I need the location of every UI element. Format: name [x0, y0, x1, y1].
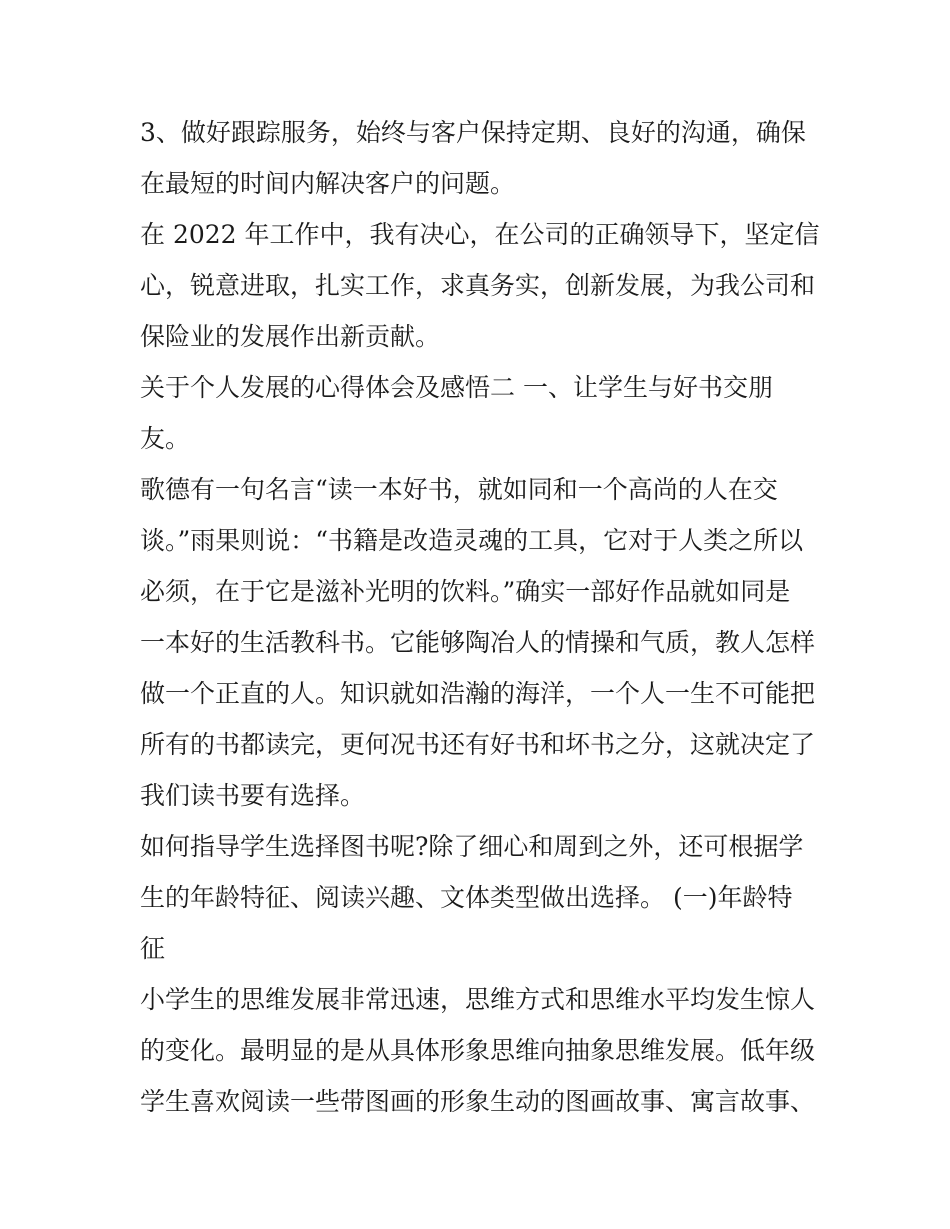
text-line: 学生喜欢阅读一些带图画的形象生动的图画故事、寓言故事、: [140, 1087, 816, 1116]
text-line: 生的年龄特征、阅读兴趣、文体类型做出选择。 (一)年龄特: [140, 883, 793, 912]
section-heading-line: 关于个人发展的心得体会及感悟二 一、让学生与好书交朋: [140, 373, 773, 402]
text-line: 保险业的发展作出新贡献。: [140, 322, 441, 351]
text-line: 3、做好跟踪服务，始终与客户保持定期、良好的沟通，确保: [140, 118, 806, 147]
text-line: 一本好的生活教科书。它能够陶冶人的情操和气质，教人怎样: [140, 628, 816, 657]
text-line: 谈。”雨果则说：“书籍是改造灵魂的工具，它对于人类之所以: [140, 526, 804, 555]
text-line: 如何指导学生选择图书呢?除了细心和周到之外，还可根据学: [140, 832, 804, 861]
text-line: 征: [140, 934, 166, 963]
text-line: 歌德有一句名言“读一本好书，就如同和一个高尚的人在交: [140, 475, 778, 504]
document-body: [140, 107, 820, 1127]
text-line: 在最短的时间内解决客户的问题。: [140, 169, 516, 198]
text-line: 的变化。最明显的是从具体形象思维向抽象思维发展。低年级: [140, 1036, 816, 1065]
text-line: 心，锐意进取，扎实工作，求真务实，创新发展，为我公司和: [140, 271, 816, 300]
text-line: 必须，在于它是滋补光明的饮料。”确实一部好作品就如同是: [140, 577, 791, 606]
text-line: 做一个正直的人。知识就如浩瀚的海洋，一个人一生不可能把: [140, 679, 816, 708]
text-line: 所有的书都读完，更何况书还有好书和坏书之分，这就决定了: [140, 730, 816, 759]
text-line: 在 2022 年工作中，我有决心，在公司的正确领导下，坚定信: [140, 220, 820, 249]
text-line: 我们读书要有选择。: [140, 781, 366, 810]
section-heading-line: 友。: [140, 424, 191, 453]
text-line: 小学生的思维发展非常迅速，思维方式和思维水平均发生惊人: [140, 985, 816, 1014]
